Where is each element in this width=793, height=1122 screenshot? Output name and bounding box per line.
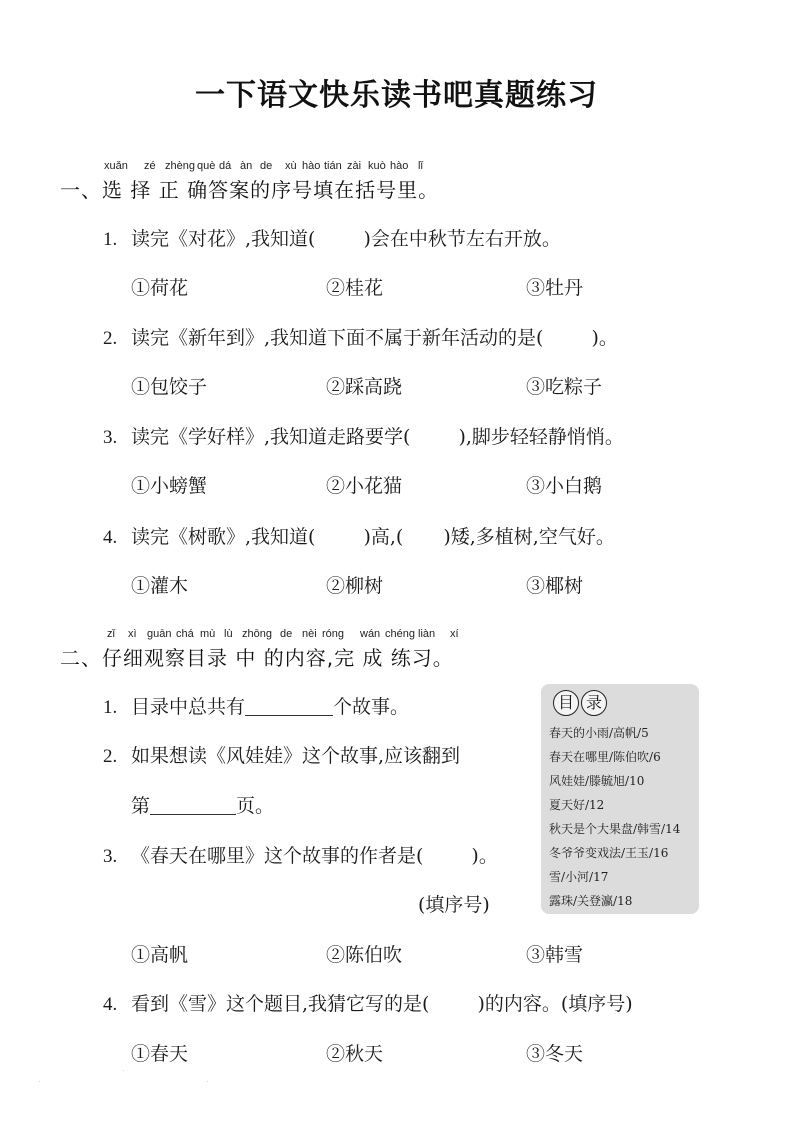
- catalog-item: 春天在哪里/陈伯吹/6: [549, 750, 661, 764]
- option-b[interactable]: ②小花猫: [326, 475, 403, 497]
- question-text: 页。: [236, 795, 275, 817]
- pinyin: de: [280, 628, 293, 640]
- question-number: 4.: [103, 994, 118, 1015]
- pinyin: zé: [144, 160, 156, 172]
- pinyin: zài: [347, 160, 362, 172]
- option-a[interactable]: ①荷花: [131, 277, 189, 299]
- pinyin: lǐ: [418, 160, 423, 172]
- pinyin: zhōng: [242, 628, 272, 640]
- pinyin: xù: [285, 160, 297, 172]
- pinyin: zǐ: [107, 628, 115, 640]
- question-text: )的内容。(填序号): [477, 993, 633, 1015]
- catalog-item: 露珠/关登瀛/18: [549, 894, 633, 908]
- catalog-item: 风娃娃/滕毓旭/10: [549, 774, 645, 788]
- option-c[interactable]: ③小白鹅: [526, 475, 603, 497]
- catalog-head-char: 录: [581, 690, 607, 716]
- pinyin: zhèng: [165, 160, 195, 172]
- question-text: 看到《雪》这个题目,我猜它写的是(: [131, 993, 430, 1015]
- catalog-item: 雪/小河/17: [549, 870, 609, 884]
- option-a[interactable]: ①包饺子: [131, 376, 208, 398]
- s2-question-1: [103, 692, 409, 719]
- catalog-box: [541, 684, 699, 914]
- option-b[interactable]: ②陈伯吹: [326, 944, 403, 966]
- option-c[interactable]: ③韩雪: [526, 944, 584, 966]
- pinyin: lù: [224, 628, 233, 640]
- question-text: 读完《新年到》,我知道下面不属于新年活动的是(: [131, 327, 544, 349]
- pinyin: chá: [176, 628, 194, 640]
- pinyin: hào: [302, 160, 321, 172]
- question-text: ),脚步轻轻静悄悄。: [458, 426, 624, 448]
- pinyin: tián: [324, 160, 342, 172]
- section2-heading-block: [60, 628, 520, 668]
- option-b[interactable]: ②桂花: [326, 277, 384, 299]
- question-3: [103, 422, 624, 449]
- page-title: 一下语文快乐读书吧真题练习: [195, 78, 598, 113]
- pinyin: mù: [200, 628, 216, 640]
- pinyin: de: [260, 160, 273, 172]
- catalog-item: 秋天是个大果盘/韩雪/14: [549, 822, 681, 836]
- section1-heading: 一、选 择 正 确答案的序号填在括号里。: [60, 178, 440, 202]
- option-c[interactable]: ③吃粽子: [526, 376, 603, 398]
- section1-heading-block: [60, 160, 460, 200]
- pinyin: liàn: [418, 628, 436, 640]
- fill-blank-line[interactable]: [150, 796, 236, 815]
- question-number: 3.: [103, 427, 118, 448]
- pinyin: àn: [240, 160, 253, 172]
- pinyin: chéng: [385, 628, 415, 640]
- question-text: )矮,多植树,空气好。: [443, 526, 615, 548]
- question-2: [103, 323, 618, 350]
- pinyin: guān: [147, 628, 172, 640]
- catalog-item: 冬爷爷变戏法/王玉/16: [549, 846, 669, 860]
- question-text: 如果想读《风娃娃》这个故事,应该翻到: [131, 745, 461, 767]
- scan-speck: ·: [38, 1077, 41, 1086]
- question-number: 1.: [103, 697, 118, 718]
- option-b[interactable]: ②秋天: [326, 1043, 384, 1065]
- question-number: 2.: [103, 746, 118, 767]
- section2-heading: 二、仔细观察目录 中 的内容,完 成 练习。: [60, 646, 454, 670]
- question-text: )高,(: [363, 526, 404, 548]
- scan-speck: ·: [206, 1077, 209, 1086]
- question-number: 1.: [103, 229, 118, 250]
- question-text: 目录中总共有: [131, 696, 246, 718]
- option-a[interactable]: ①高帆: [131, 944, 189, 966]
- question-number: 3.: [103, 846, 118, 867]
- question-text: )。: [471, 845, 498, 867]
- pinyin: xí: [450, 628, 459, 640]
- question-text: 读完《学好样》,我知道走路要学(: [131, 426, 411, 448]
- option-c[interactable]: ③椰树: [526, 575, 584, 597]
- question-1: [103, 224, 561, 251]
- scan-speck: ·: [122, 1066, 125, 1075]
- question-text: )会在中秋节左右开放。: [363, 228, 561, 250]
- question-text: 《春天在哪里》这个故事的作者是(: [131, 845, 424, 867]
- option-a[interactable]: ①小螃蟹: [131, 475, 208, 497]
- catalog-item: 夏天好/12: [549, 798, 605, 812]
- question-text: 读完《对花》,我知道(: [131, 228, 316, 250]
- option-a[interactable]: ①春天: [131, 1043, 189, 1065]
- fill-number-note: (填序号): [418, 894, 490, 916]
- option-a[interactable]: ①灌木: [131, 575, 189, 597]
- option-b[interactable]: ②踩高跷: [326, 376, 403, 398]
- catalog-head-char: 目: [553, 690, 579, 716]
- pinyin: què: [197, 160, 216, 172]
- pinyin: róng: [322, 628, 345, 640]
- catalog-item: 春天的小雨/高帆/5: [549, 726, 649, 740]
- question-text: 个故事。: [333, 696, 410, 718]
- s2-question-3: [103, 841, 498, 868]
- pinyin: dá: [219, 160, 232, 172]
- question-text: 读完《树歌》,我知道(: [131, 526, 316, 548]
- pinyin: hào: [390, 160, 409, 172]
- s2-question-2: [103, 741, 460, 768]
- pinyin: xuǎn: [104, 160, 128, 172]
- option-b[interactable]: ②柳树: [326, 575, 384, 597]
- pinyin: xì: [128, 628, 137, 640]
- question-number: 2.: [103, 328, 118, 349]
- s2-question-4: [103, 989, 633, 1016]
- option-c[interactable]: ③冬天: [526, 1043, 584, 1065]
- question-text: )。: [591, 327, 618, 349]
- option-c[interactable]: ③牡丹: [526, 277, 584, 299]
- pinyin: wán: [360, 628, 381, 640]
- pinyin: kuò: [368, 160, 386, 172]
- s2-question-2-line2: [131, 791, 274, 818]
- question-4: [103, 522, 615, 549]
- question-text: 第: [131, 795, 151, 817]
- pinyin: nèi: [302, 628, 317, 640]
- question-number: 4.: [103, 527, 118, 548]
- fill-blank-line[interactable]: [245, 697, 333, 716]
